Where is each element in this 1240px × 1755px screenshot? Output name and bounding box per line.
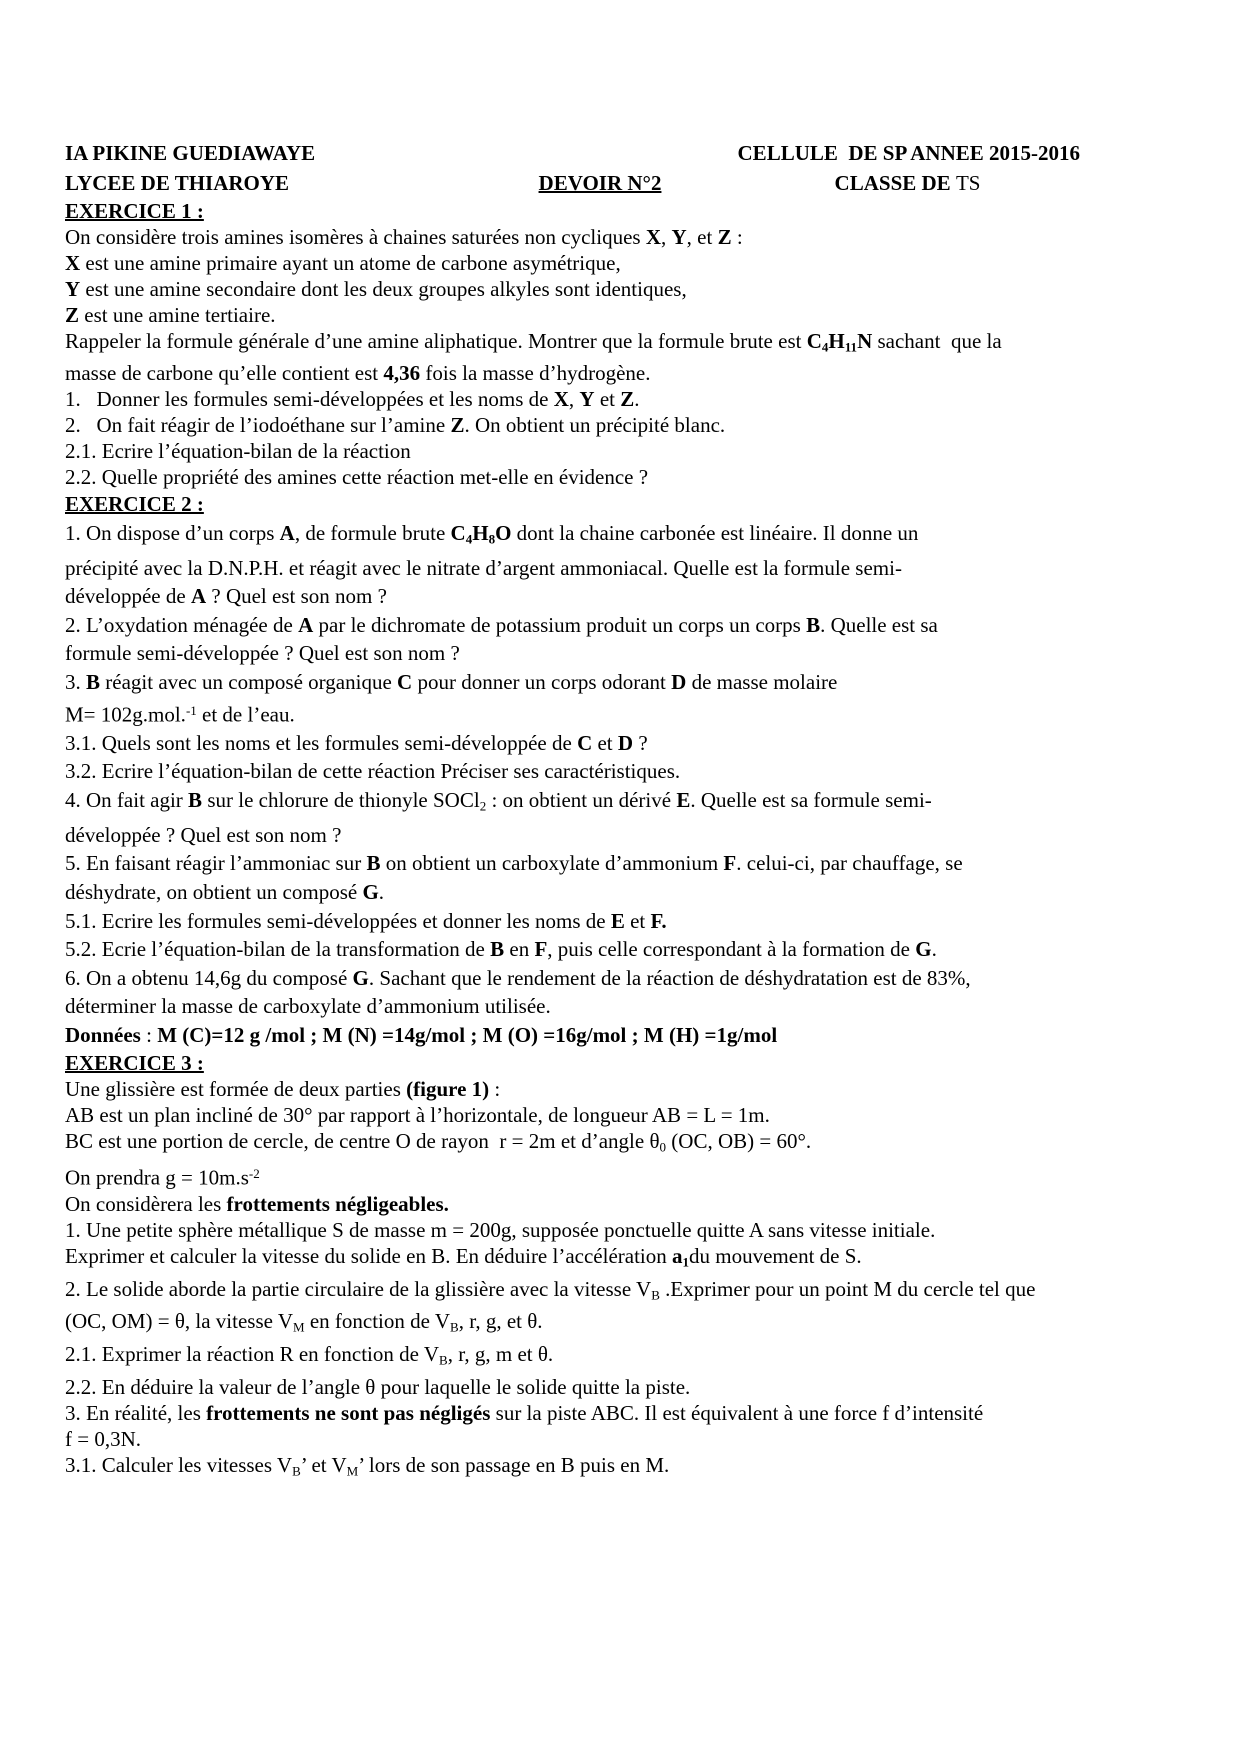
text-line — [65, 964, 1080, 993]
text-segment: . celui-ci, par chauffage, se — [736, 851, 963, 876]
text-segment: BC est une portion de cercle, de centre O de rayon r = 2m et d’angle θ — [65, 1129, 660, 1154]
text-line — [65, 1161, 1080, 1191]
text-segment: : on obtient un dérivé — [486, 787, 677, 812]
text-line — [65, 360, 1080, 386]
text-line — [65, 1128, 1080, 1161]
section-exercice-1 — [65, 198, 1080, 490]
text-line — [65, 1021, 1080, 1050]
text-segment: , — [568, 387, 580, 412]
text-segment: Z — [65, 303, 80, 327]
page-content — [65, 138, 1080, 1485]
text-line — [65, 1191, 1080, 1217]
text-segment: B — [188, 787, 203, 812]
school-region: IA PIKINE GUEDIAWAYE — [65, 141, 316, 165]
text-segment: On considère trois amines isomères à chaines saturées non cycliques — [65, 225, 646, 249]
text-line — [65, 1102, 1080, 1128]
text-segment: : — [731, 225, 743, 249]
header-row-2 — [65, 168, 1080, 198]
text-segment: . — [634, 387, 640, 412]
text-segment: 6. On a obtenu 14,6g du composé — [65, 965, 353, 990]
text-segment: , r, g, et θ. — [458, 1309, 543, 1334]
text-segment: pour donner un corps odorant — [412, 670, 672, 695]
text-segment: et de l’eau. — [196, 702, 295, 727]
text-segment: C — [450, 520, 466, 545]
text-segment: dont la chaine carbonée est linéaire. Il donne un — [511, 520, 919, 545]
text-segment: E — [610, 908, 625, 933]
text-line — [65, 757, 1080, 786]
text-segment: .Exprimer pour un point M du cercle tel que — [659, 1276, 1036, 1301]
text-segment: : — [140, 1022, 158, 1047]
text-segment: 3. — [65, 670, 86, 695]
text-segment: frottements ne sont pas négligés — [206, 1400, 491, 1425]
text-segment: 2. L’oxydation ménagée de — [65, 612, 299, 637]
text-line — [65, 611, 1080, 640]
text-segment: H — [472, 520, 489, 545]
text-line — [65, 1308, 1080, 1341]
text-segment: On prendra g = 10m.s — [65, 1165, 249, 1190]
text-segment: en — [504, 937, 535, 962]
text-segment: 3.1. Quels sont les noms et les formules semi-développée de — [65, 730, 578, 755]
text-line — [65, 386, 1080, 412]
text-line — [65, 490, 1080, 519]
text-segment: M — [346, 1463, 359, 1479]
text-segment: M — [293, 1319, 305, 1335]
section-exercice-2 — [65, 490, 1080, 1049]
school-name: LYCEE DE THIAROYE — [65, 171, 290, 195]
text-line — [65, 224, 1080, 250]
text-segment: Y — [65, 277, 81, 301]
text-segment: G — [362, 879, 379, 904]
text-segment: M (C)=12 g /mol ; M (N) =14g/mol ; M (O) =16g/mol ; M (H) =1g/mol — [157, 1022, 778, 1047]
text-segment: EXERCICE 2 : — [65, 492, 204, 517]
document-body — [65, 198, 1080, 1485]
text-segment: développée ? Quel est son nom ? — [65, 822, 342, 847]
text-segment: 2.1. Ecrire l’équation-bilan de la réaction — [65, 439, 411, 464]
text-segment: 1. On dispose d’un corps — [65, 520, 280, 545]
text-segment: , puis celle correspondant à la formation de — [547, 937, 916, 962]
text-segment: F. — [650, 908, 667, 933]
text-segment: On considèrera les — [65, 1191, 227, 1216]
text-segment: sachant que la — [872, 329, 1002, 353]
class-label: CLASSE DE — [834, 171, 956, 195]
text-segment: est une amine tertiaire. — [79, 303, 276, 327]
text-segment: X — [553, 387, 569, 412]
text-line — [65, 250, 1080, 276]
text-segment: 1. Une petite sphère métallique S de masse m = 200g, supposée ponctuelle quitte A sans vitesse initiale. — [65, 1218, 936, 1243]
text-segment: B — [490, 937, 505, 962]
text-segment: frottements négligeables. — [226, 1191, 449, 1216]
text-segment: H — [828, 329, 845, 353]
text-segment: O — [495, 520, 512, 545]
text-segment: 2. On fait réagir de l’iodoéthane sur l’amine — [65, 413, 451, 438]
text-segment: ? Quel est son nom ? — [206, 584, 387, 609]
text-segment: 2. Le solide aborde la partie circulaire de la glissière avec la vitesse V — [65, 1276, 652, 1301]
text-segment: 5.2. Ecrie l’équation-bilan de la transformation de — [65, 937, 491, 962]
text-segment: déterminer la masse de carboxylate d’ammonium utilisée. — [65, 994, 551, 1019]
text-line — [65, 907, 1080, 936]
text-segment: 8 — [488, 531, 496, 547]
text-segment: Z — [620, 387, 635, 412]
text-line — [65, 639, 1080, 668]
text-segment: -1 — [185, 702, 197, 718]
header-row-1 — [65, 138, 1080, 168]
text-line — [65, 1076, 1080, 1102]
text-line — [65, 302, 1080, 328]
text-line — [65, 1217, 1080, 1243]
text-segment: de masse molaire — [686, 670, 838, 695]
text-line — [65, 849, 1080, 878]
text-segment: Données — [65, 1022, 141, 1047]
document-header — [65, 138, 1080, 198]
text-segment: 1. Donner les formules semi-développées et les noms de — [65, 387, 554, 412]
text-segment: B — [450, 1319, 459, 1335]
text-segment: 1 — [682, 1254, 690, 1270]
text-segment: G — [352, 965, 369, 990]
text-segment: f = 0,3N. — [65, 1427, 142, 1452]
text-segment: E — [676, 787, 691, 812]
text-segment: 2.1. Exprimer la réaction R en fonction de V — [65, 1342, 440, 1366]
text-segment: B — [292, 1463, 301, 1479]
text-line — [65, 1400, 1080, 1426]
text-line — [65, 412, 1080, 438]
class-info — [735, 168, 1080, 198]
text-segment: 3. En réalité, les — [65, 1400, 207, 1425]
text-line — [65, 1341, 1080, 1374]
text-segment: et — [594, 387, 621, 412]
text-segment: en fonction de V — [304, 1309, 450, 1334]
text-segment: , — [661, 225, 672, 249]
text-segment: 0 — [659, 1139, 667, 1155]
text-line — [65, 729, 1080, 758]
text-segment: sur le chlorure de thionyle SOCl — [202, 787, 480, 812]
text-segment: . Sachant que le rendement de la réaction de déshydratation est de 83%, — [368, 965, 971, 990]
text-segment: 3.1. Calculer les vitesses V — [65, 1453, 293, 1478]
section-exercice-3 — [65, 1050, 1080, 1485]
text-segment: précipité avec la D.N.P.H. et réagit avec le nitrate d’argent ammoniacal. Quelle est la formule semi- — [65, 555, 902, 580]
text-line — [65, 582, 1080, 611]
text-line — [65, 697, 1080, 729]
text-segment: D — [671, 670, 687, 695]
text-line — [65, 821, 1080, 850]
text-segment: ’ et V — [300, 1453, 347, 1478]
text-segment: A — [190, 584, 207, 609]
text-segment: B — [366, 851, 381, 876]
text-segment: C — [806, 329, 822, 353]
text-segment: et — [624, 908, 651, 933]
text-segment: , de formule brute — [294, 520, 451, 545]
text-segment: C — [397, 670, 413, 695]
text-segment: A — [298, 612, 314, 637]
text-segment: sur la piste ABC. Il est équivalent à une force f d’intensité — [490, 1400, 984, 1425]
text-segment: , r, g, m et θ. — [447, 1342, 554, 1366]
text-segment: 5. En faisant réagir l’ammoniac sur — [65, 851, 367, 876]
text-segment: est une amine primaire ayant un atome de carbone asymétrique, — [80, 251, 621, 275]
text-segment: Y — [579, 387, 595, 412]
text-segment: du mouvement de S. — [689, 1244, 862, 1269]
text-line — [65, 786, 1080, 821]
text-segment: 4,36 — [383, 361, 421, 386]
text-line — [65, 1276, 1080, 1309]
text-segment: fois la masse d’hydrogène. — [420, 361, 651, 386]
text-segment: 4 — [821, 339, 829, 355]
text-segment: masse de carbone qu’elle contient est — [65, 361, 384, 386]
text-segment: par le dichromate de potassium produit un corps un corps — [313, 612, 807, 637]
text-segment: AB est un plan incliné de 30° par rapport à l’horizontale, de longueur AB = L = 1m. — [65, 1103, 770, 1128]
text-segment: Y — [671, 225, 687, 249]
text-segment: : — [489, 1076, 501, 1101]
text-segment: formule semi-développée ? Quel est son nom ? — [65, 641, 460, 666]
text-segment: , et — [686, 225, 718, 249]
text-segment: X — [645, 225, 661, 249]
text-segment: 2 — [479, 798, 487, 814]
text-segment: déshydrate, on obtient un composé — [65, 879, 363, 904]
text-segment: Z — [717, 225, 732, 249]
text-line — [65, 1374, 1080, 1400]
text-segment: on obtient un carboxylate d’ammonium — [380, 851, 724, 876]
text-segment: A — [279, 520, 295, 545]
text-line — [65, 1426, 1080, 1452]
text-line — [65, 438, 1080, 464]
text-segment: 5.1. Ecrire les formules semi-développées et donner les noms de — [65, 908, 611, 933]
class-value: TS — [955, 171, 981, 195]
text-segment: N — [857, 329, 873, 353]
text-segment: (OC, OM) = θ, la vitesse V — [65, 1309, 293, 1334]
text-line — [65, 464, 1080, 490]
text-line — [65, 935, 1080, 964]
text-line — [65, 668, 1080, 697]
text-line — [65, 554, 1080, 583]
text-line — [65, 1452, 1080, 1485]
text-segment: réagit avec un composé organique — [100, 670, 398, 695]
text-segment: est une amine secondaire dont les deux groupes alkyles sont identiques, — [80, 277, 687, 301]
document-title: DEVOIR N°2 — [538, 171, 662, 195]
text-segment: 4. On fait agir — [65, 787, 189, 812]
text-segment: EXERCICE 1 : — [65, 199, 204, 223]
text-segment: B — [86, 670, 101, 695]
text-segment: F — [534, 937, 548, 962]
text-segment: et — [592, 730, 618, 755]
text-segment: C — [577, 730, 593, 755]
cell-year-info: CELLULE DE SP ANNEE 2015-2016 — [737, 141, 1080, 165]
text-segment: B — [439, 1352, 448, 1368]
text-segment: 4 — [465, 531, 473, 547]
text-segment: G — [915, 937, 932, 962]
text-line — [65, 519, 1080, 554]
text-line — [65, 878, 1080, 907]
text-line — [65, 1050, 1080, 1076]
text-segment: D — [617, 730, 634, 755]
text-segment: 11 — [844, 339, 858, 355]
header-spacer — [465, 138, 735, 168]
text-segment: 2.2. Quelle propriété des amines cette réaction met-elle en évidence ? — [65, 465, 649, 490]
text-segment: . On obtient un précipité blanc. — [464, 413, 726, 438]
text-segment: développée de — [65, 584, 191, 609]
text-line — [65, 276, 1080, 302]
text-segment: B — [651, 1287, 660, 1303]
text-segment: a — [672, 1244, 683, 1269]
text-segment: (OC, OB) = 60°. — [666, 1129, 812, 1154]
text-segment: 3.2. Ecrire l’équation-bilan de cette réaction Préciser ses caractéristiques. — [65, 759, 681, 784]
text-line — [65, 1243, 1080, 1276]
text-line — [65, 992, 1080, 1021]
text-segment: . Quelle est sa — [820, 612, 938, 637]
text-segment: F — [723, 851, 737, 876]
text-segment: ’ lors de son passage en B puis en M. — [358, 1453, 670, 1478]
text-segment: Une glissière est formée de deux parties — [65, 1076, 407, 1101]
text-segment: . — [931, 937, 937, 962]
text-segment: B — [806, 612, 821, 637]
text-segment: (figure 1) — [406, 1076, 490, 1101]
text-segment: . Quelle est sa formule semi- — [690, 787, 932, 812]
text-segment: -2 — [248, 1165, 260, 1181]
text-segment: Rappeler la formule générale d’une amine aliphatique. Montrer que la formule brute est — [65, 329, 807, 353]
text-segment: EXERCICE 3 : — [65, 1050, 204, 1075]
text-segment: X — [65, 251, 81, 275]
text-line — [65, 328, 1080, 360]
text-segment: . — [378, 879, 385, 904]
text-segment: Exprimer et calculer la vitesse du solide en B. En déduire l’accélération — [65, 1244, 673, 1269]
text-line — [65, 198, 1080, 224]
text-segment: 2.2. En déduire la valeur de l’angle θ pour laquelle le solide quitte la piste. — [65, 1374, 691, 1399]
text-segment: M= 102g.mol. — [65, 702, 186, 727]
text-segment: Z — [450, 413, 465, 438]
text-segment: ? — [633, 730, 648, 755]
